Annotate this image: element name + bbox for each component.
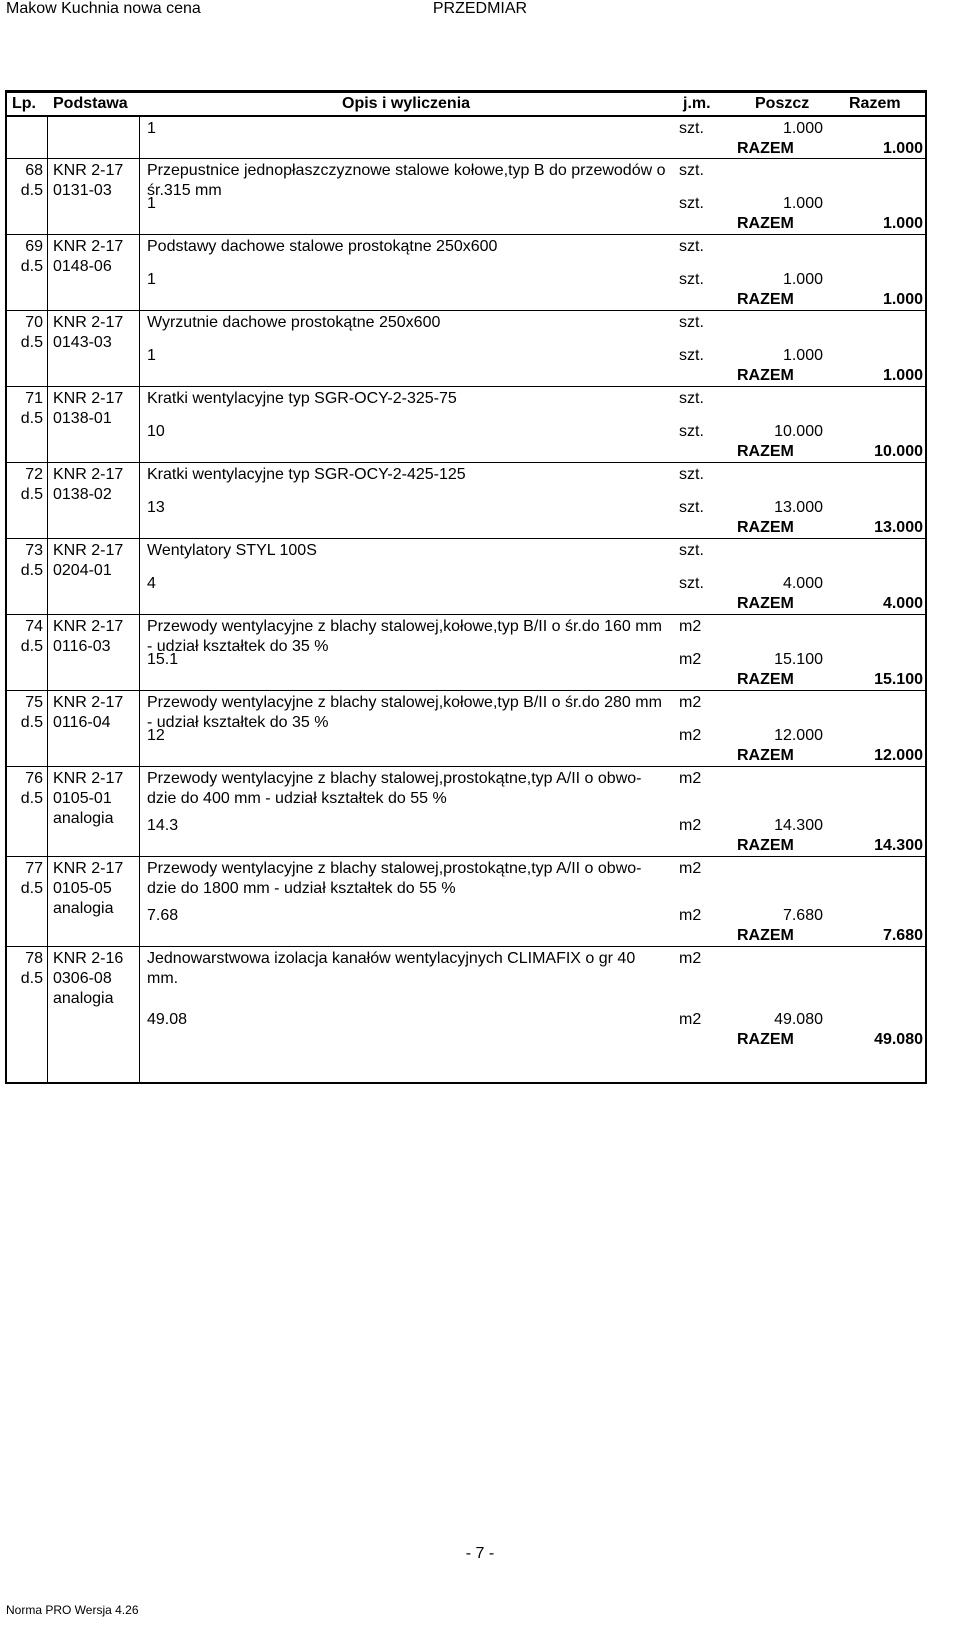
row-separator — [7, 690, 925, 691]
item-quantity: 1 — [147, 195, 156, 212]
item-lp: 71 — [25, 390, 43, 407]
item-base: KNR 2-17 — [53, 162, 124, 179]
item-lp-suffix: d.5 — [20, 182, 43, 199]
item-poszcz: 13.000 — [774, 499, 823, 516]
item-razem-label: RAZEM — [737, 837, 794, 854]
item-calc-unit: m2 — [679, 1011, 702, 1028]
item-lp-suffix: d.5 — [20, 880, 43, 897]
item-description: Wyrzutnie dachowe prostokątne 250x600 — [147, 314, 441, 331]
item-base-code: 0143-03 — [53, 334, 112, 351]
row-separator — [7, 158, 925, 159]
item-base-code: 0204-01 — [53, 562, 112, 579]
item-lp: 77 — [25, 860, 43, 877]
item-description: Przewody wentylacyjne z blachy stalowej,prostokątne,typ A/II o obwo- — [147, 860, 642, 877]
item-lp-suffix: d.5 — [20, 334, 43, 351]
item-description: Przewody wentylacyjne z blachy stalowej,kołowe,typ B/II o śr.do 160 mm — [147, 618, 662, 635]
item-unit: m2 — [679, 950, 702, 967]
table-header — [7, 93, 925, 117]
item-razem-label: RAZEM — [737, 367, 794, 384]
item-description: Kratki wentylacyjne typ SGR-OCY-2-325-75 — [147, 390, 457, 407]
row-separator — [7, 766, 925, 767]
item-quantity: 14.3 — [147, 817, 179, 834]
item-base-code: 0306-08 — [53, 970, 112, 987]
item-description: Wentylatory STYL 100S — [147, 542, 317, 559]
col-opis: Opis i wyliczenia — [342, 95, 471, 112]
item-base: KNR 2-17 — [53, 314, 124, 331]
col-podstawa: Podstawa — [53, 95, 128, 112]
item-unit: szt. — [679, 466, 704, 483]
item-lp-suffix: d.5 — [20, 790, 43, 807]
item-quantity: 49.08 — [147, 1011, 188, 1028]
item-lp: 76 — [25, 770, 43, 787]
item-base: KNR 2-17 — [53, 466, 124, 483]
carry-poszcz: 1.000 — [782, 120, 823, 137]
item-unit: m2 — [679, 860, 702, 877]
item-unit: szt. — [679, 390, 704, 407]
item-description: Kratki wentylacyjne typ SGR-OCY-2-425-125 — [147, 466, 466, 483]
carry-razem: 1.000 — [882, 140, 923, 157]
item-description: śr.315 mm — [147, 182, 222, 199]
item-unit: szt. — [679, 542, 704, 559]
item-lp-suffix: d.5 — [20, 970, 43, 987]
col-razem: Razem — [849, 95, 901, 112]
item-razem: 49.080 — [874, 1031, 923, 1048]
item-poszcz: 1.000 — [782, 347, 823, 364]
item-base-note: analogia — [53, 810, 114, 827]
carry-razem-label: RAZEM — [737, 140, 794, 157]
item-razem-label: RAZEM — [737, 671, 794, 688]
item-razem: 14.300 — [874, 837, 923, 854]
item-quantity: 4 — [147, 575, 156, 592]
row-separator — [7, 462, 925, 463]
item-lp-suffix: d.5 — [20, 410, 43, 427]
item-description: Jednowarstwowa izolacja kanałów wentylacyjnych CLIMAFIX o gr 40 — [147, 950, 636, 967]
item-base: KNR 2-17 — [53, 694, 124, 711]
column-divider — [47, 117, 48, 1082]
item-unit: szt. — [679, 314, 704, 331]
item-poszcz: 49.080 — [774, 1011, 823, 1028]
carry-unit: szt. — [679, 120, 704, 137]
item-quantity: 15.1 — [147, 651, 179, 668]
item-base: KNR 2-16 — [53, 950, 124, 967]
item-unit: szt. — [679, 162, 704, 179]
column-divider — [139, 117, 140, 1082]
item-base-code: 0138-02 — [53, 486, 112, 503]
item-description: Przepustnice jednopłaszczyznowe stalowe kołowe,typ B do przewodów o — [147, 162, 666, 179]
item-calc-unit: szt. — [679, 195, 704, 212]
item-calc-unit: szt. — [679, 271, 704, 288]
document-title: Makow Kuchnia nowa cena — [6, 0, 201, 17]
row-separator — [7, 856, 925, 857]
item-unit: m2 — [679, 618, 702, 635]
item-description: Przewody wentylacyjne z blachy stalowej,prostokątne,typ A/II o obwo- — [147, 770, 642, 787]
item-poszcz: 15.100 — [774, 651, 823, 668]
item-razem: 1.000 — [882, 215, 923, 232]
item-base-note: analogia — [53, 990, 114, 1007]
item-base: KNR 2-17 — [53, 618, 124, 635]
item-unit: szt. — [679, 238, 704, 255]
item-calc-unit: szt. — [679, 423, 704, 440]
row-separator — [7, 234, 925, 235]
row-separator — [7, 614, 925, 615]
item-lp: 73 — [25, 542, 43, 559]
item-quantity: 10 — [147, 423, 165, 440]
item-razem: 12.000 — [874, 747, 923, 764]
item-lp-suffix: d.5 — [20, 714, 43, 731]
item-razem: 15.100 — [874, 671, 923, 688]
item-description: Podstawy dachowe stalowe prostokątne 250x600 — [147, 238, 498, 255]
item-razem: 4.000 — [882, 595, 923, 612]
item-base-code: 0138-01 — [53, 410, 112, 427]
item-poszcz: 14.300 — [774, 817, 823, 834]
item-base: KNR 2-17 — [53, 390, 124, 407]
item-lp: 78 — [25, 950, 43, 967]
item-description: - udział kształtek do 35 % — [147, 714, 329, 731]
item-description: mm. — [147, 970, 179, 987]
row-separator — [7, 310, 925, 311]
item-lp-suffix: d.5 — [20, 562, 43, 579]
estimate-table — [5, 90, 927, 1084]
document-type: PRZEDMIAR — [432, 0, 528, 17]
item-lp: 68 — [25, 162, 43, 179]
item-base-code: 0105-05 — [53, 880, 112, 897]
item-calc-unit: szt. — [679, 347, 704, 364]
item-base-note: analogia — [53, 900, 114, 917]
item-description: dzie do 1800 mm - udział kształtek do 55 % — [147, 880, 456, 897]
item-lp-suffix: d.5 — [20, 258, 43, 275]
item-base: KNR 2-17 — [53, 860, 124, 877]
item-lp-suffix: d.5 — [20, 638, 43, 655]
item-razem-label: RAZEM — [737, 747, 794, 764]
item-base-code: 0116-04 — [53, 714, 111, 731]
item-calc-unit: szt. — [679, 499, 704, 516]
item-razem: 10.000 — [874, 443, 923, 460]
item-calc-unit: szt. — [679, 575, 704, 592]
item-poszcz: 12.000 — [774, 727, 823, 744]
col-jm: j.m. — [683, 95, 711, 112]
item-razem-label: RAZEM — [737, 595, 794, 612]
software-version: Norma PRO Wersja 4.26 — [6, 1603, 139, 1617]
item-calc-unit: m2 — [679, 651, 702, 668]
item-razem-label: RAZEM — [737, 215, 794, 232]
col-poszcz: Poszcz — [755, 95, 810, 112]
item-calc-unit: m2 — [679, 727, 702, 744]
item-description: - udział kształtek do 35 % — [147, 638, 329, 655]
item-base-code: 0105-01 — [53, 790, 112, 807]
item-quantity: 1 — [147, 271, 156, 288]
item-razem-label: RAZEM — [737, 291, 794, 308]
item-base-code: 0148-06 — [53, 258, 112, 275]
item-base: KNR 2-17 — [53, 770, 124, 787]
item-razem: 1.000 — [882, 291, 923, 308]
page-header — [0, 0, 960, 22]
item-poszcz: 1.000 — [782, 195, 823, 212]
page-number: - 7 - — [465, 1545, 495, 1562]
row-separator — [7, 946, 925, 947]
item-quantity: 7.68 — [147, 907, 179, 924]
item-razem-label: RAZEM — [737, 443, 794, 460]
item-base-code: 0116-03 — [53, 638, 111, 655]
item-poszcz: 1.000 — [782, 271, 823, 288]
carry-qty: 1 — [147, 120, 156, 137]
item-calc-unit: m2 — [679, 817, 702, 834]
row-separator — [7, 386, 925, 387]
item-base: KNR 2-17 — [53, 542, 124, 559]
item-lp: 70 — [25, 314, 43, 331]
col-lp: Lp. — [12, 95, 36, 112]
item-razem: 7.680 — [882, 927, 923, 944]
item-base-code: 0131-03 — [53, 182, 112, 199]
item-lp: 74 — [25, 618, 43, 635]
item-razem-label: RAZEM — [737, 519, 794, 536]
item-lp-suffix: d.5 — [20, 486, 43, 503]
item-lp: 72 — [25, 466, 43, 483]
item-quantity: 1 — [147, 347, 156, 364]
item-lp: 75 — [25, 694, 43, 711]
item-razem-label: RAZEM — [737, 927, 794, 944]
item-quantity: 12 — [147, 727, 165, 744]
item-unit: m2 — [679, 694, 702, 711]
item-poszcz: 10.000 — [774, 423, 823, 440]
item-description: dzie do 400 mm - udział kształtek do 55 % — [147, 790, 447, 807]
row-separator — [7, 538, 925, 539]
item-description: Przewody wentylacyjne z blachy stalowej,kołowe,typ B/II o śr.do 280 mm — [147, 694, 662, 711]
item-base: KNR 2-17 — [53, 238, 124, 255]
item-poszcz: 4.000 — [782, 575, 823, 592]
item-calc-unit: m2 — [679, 907, 702, 924]
item-razem: 1.000 — [882, 367, 923, 384]
item-razem: 13.000 — [874, 519, 923, 536]
item-lp: 69 — [25, 238, 43, 255]
item-unit: m2 — [679, 770, 702, 787]
item-poszcz: 7.680 — [782, 907, 823, 924]
item-razem-label: RAZEM — [737, 1031, 794, 1048]
item-quantity: 13 — [147, 499, 165, 516]
